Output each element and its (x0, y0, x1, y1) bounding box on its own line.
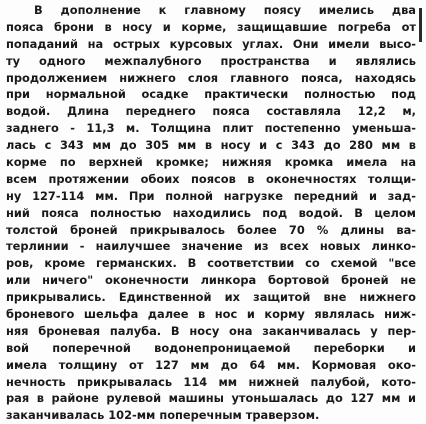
body-paragraph (6, 2, 416, 424)
text-line: ний пояса полностью находились под водой. В целом (6, 205, 416, 220)
text-line: няя броневая палуба. В носу она заканчивалась у пер- (6, 323, 416, 338)
text-line: корме по верхней кромке; нижняя кромка имела на (6, 155, 416, 170)
text-line: заканчивалась 102-мм поперечным траверзом. (6, 408, 320, 423)
text-line: всем протяжении обоих поясов в оконечностях толщи- (6, 171, 416, 186)
text-line: рая в районе рулевой машины утоньшалась до 127 мм и (6, 391, 416, 406)
text-line: или ничего" оконечности линкора бортовой броней не (6, 273, 416, 288)
text-line: при нормальной осадке практически полностью под (6, 87, 416, 102)
text-line: ров, кроме германских. В соответствии со схемой "все (6, 256, 416, 271)
text-line: толстой броней прикрывалось более 70 % длины ва- (6, 222, 416, 237)
text-line: имела толщину от 127 мм до 64 мм. Кормовая око- (6, 357, 416, 372)
text-line: продолжением нижнего слоя главного пояса, находясь (6, 70, 416, 85)
text-line: пояса брони в носу и корме, защищавшие погреба от (6, 19, 416, 34)
text-line: прикрывались. Единственной их защитой вне нижнего (6, 290, 416, 305)
text-line: заднего - 11,3 м. Толщина плит постепенно уменьша- (6, 121, 416, 136)
text-line: вой поперечной водонепроницаемой переборки и (6, 340, 416, 355)
text-line: ну 127-114 мм. При полной нагрузке передний и зад- (6, 188, 416, 203)
text-line: броневого шельфа далее в нос и корму являлась ниж- (6, 307, 416, 322)
text-line: терлинии - наилучшее значение из всех новых линко- (6, 239, 416, 254)
text-line: лась с 343 мм до 305 мм в носу и с 343 до 280 мм в (6, 138, 416, 153)
page-edge-mark (419, 8, 422, 42)
text-line: ту одного межпалубного пространства и являлись (6, 53, 416, 68)
text-line: нечность прикрывалась 114 мм нижней палубой, кото- (6, 374, 416, 389)
text-line: водой. Длина переднего пояса составляла 12,2 м, (6, 104, 416, 119)
text-line: попаданий на острых курсовых углах. Они имели высо- (6, 36, 416, 51)
text-line: В дополнение к главному поясу имелись два (34, 3, 416, 17)
